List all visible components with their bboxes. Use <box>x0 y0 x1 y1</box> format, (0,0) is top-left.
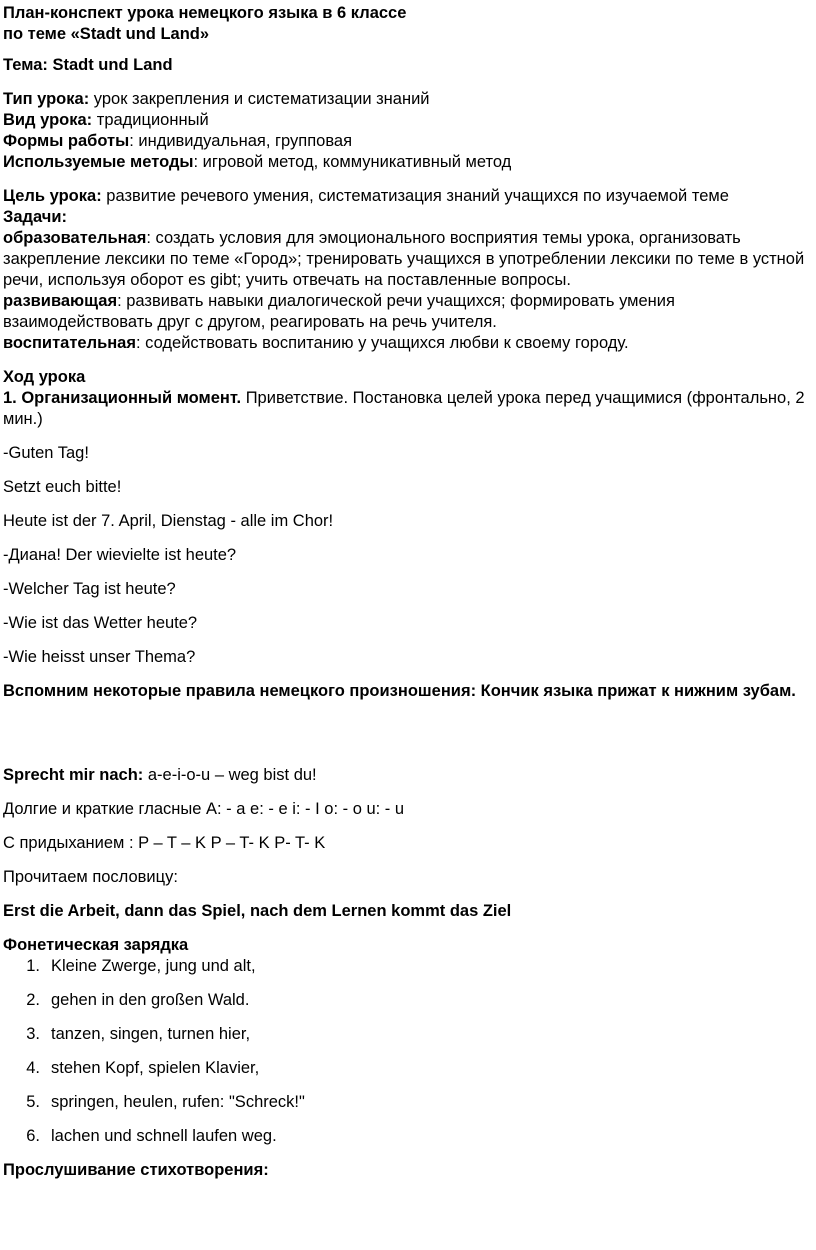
document-title: План-конспект урока немецкого языка в 6 классе по теме «Stadt und Land» <box>3 4 407 43</box>
list-item: 2. gehen in den großen Wald. <box>26 991 250 1009</box>
dialog-line: -Wie ist das Wetter heute? <box>3 614 198 632</box>
pronunciation-rule: Вспомним некоторые правила немецкого произношения: Кончик языка прижат к нижним зубам. <box>3 682 796 700</box>
lesson-topic: Тема: Stadt und Land <box>3 56 173 74</box>
dialog-line: -Wie heisst unser Thema? <box>3 648 196 666</box>
phonetic-heading: Фонетическая зарядка <box>3 936 189 954</box>
meta-forms: Формы работы: индивидуальная, групповая <box>3 132 353 150</box>
vowels-line: Долгие и краткие гласные А: - а е: - е i: - I o: - o u: - u <box>3 800 405 818</box>
dialog-line: Setzt euch bitte! <box>3 478 122 496</box>
lesson-meta <box>3 89 808 173</box>
list-item: 6. lachen und schnell laufen weg. <box>26 1127 277 1145</box>
aspiration-line: С придыханием : P – T – K P – T- K P- T- K <box>3 834 326 852</box>
list-item: 3. tanzen, singen, turnen hier, <box>26 1025 251 1043</box>
list-item: 5. springen, heulen, rufen: "Schreck!" <box>26 1093 305 1111</box>
proverb-intro: Прочитаем пословицу: <box>3 868 178 886</box>
step-1: 1. Организационный момент. Приветствие. Постановка целей урока перед учащимися (фронтально, 2 мин.) <box>3 389 805 428</box>
meta-type: Тип урока: урок закрепления и систематизации знаний <box>3 90 430 108</box>
proverb: Erst die Arbeit, dann das Spiel, nach dem Lernen kommt das Ziel <box>3 902 512 920</box>
lesson-course <box>3 367 808 430</box>
poem-list <box>3 956 808 1147</box>
goal: Цель урока: развитие речевого умения, систематизация знаний учащихся по изучаемой теме <box>3 187 729 205</box>
dialog-line: Heute ist der 7. April, Dienstag - alle im Chor! <box>3 512 334 530</box>
list-item: 1. Kleine Zwerge, jung und alt, <box>26 957 256 975</box>
lesson-goals <box>3 186 808 354</box>
dialog-line: -Welcher Tag ist heute? <box>3 580 176 598</box>
list-item: 4. stehen Kopf, spielen Klavier, <box>26 1059 260 1077</box>
meta-methods: Используемые методы: игровой метод, коммуникативный метод <box>3 153 512 171</box>
sprecht-mir-nach: Sprecht mir nach: a-e-i-o-u – weg bist du! <box>3 766 317 784</box>
task-developing: развивающая: развивать навыки диалогической речи учащихся; формировать умения взаимодействовать друг с другом, реагировать на речь учителя. <box>3 292 675 331</box>
task-educational: образовательная: создать условия для эмоционального восприятия темы урока, организовать закрепление лексики по теме «Город»; тренировать учащихся в употреблении лексики по теме в устной речи, используя оборот es gibt; учить отвечать на поставленные вопросы. <box>3 229 805 289</box>
meta-kind: Вид урока: традиционный <box>3 111 209 129</box>
dialog-line: -Диана! Der wievielte ist heute? <box>3 546 237 564</box>
tasks-label: Задачи: <box>3 208 67 226</box>
course-heading: Ход урока <box>3 368 86 386</box>
dialog-line: -Guten Tag! <box>3 444 89 462</box>
task-upbringing: воспитательная: содействовать воспитанию у учащихся любви к своему городу. <box>3 334 629 352</box>
listening-heading: Прослушивание стихотворения: <box>3 1161 269 1179</box>
